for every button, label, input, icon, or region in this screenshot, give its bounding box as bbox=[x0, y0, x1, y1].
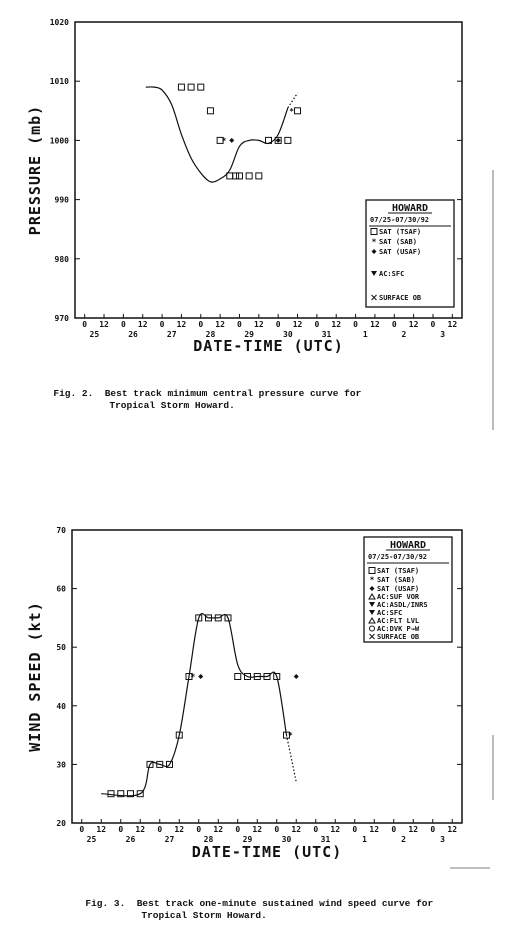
x-hour-label: 12 bbox=[213, 825, 224, 834]
legend-dates: 07/25-07/30/92 bbox=[368, 553, 428, 561]
legend-title: HOWARD bbox=[389, 540, 427, 551]
x-hour-label: 12 bbox=[252, 825, 263, 834]
point-diamond bbox=[198, 674, 203, 679]
figure-2-caption-line-1: Best track minimum central pressure curve for bbox=[104, 388, 362, 399]
legend-entry: SAT (USAF) bbox=[377, 585, 420, 593]
chart-2 bbox=[26, 526, 462, 861]
point-diamond bbox=[294, 674, 299, 679]
legend-symbol-star: * bbox=[371, 237, 377, 247]
point-square bbox=[246, 173, 252, 179]
legend-entry: AC:SFC bbox=[377, 609, 403, 617]
x-hour-label: 0 bbox=[275, 320, 281, 329]
y-axis-label: WIND SPEED (kt) bbox=[26, 601, 44, 752]
x-hour-label: 12 bbox=[447, 320, 458, 329]
legend-entry: SAT (USAF) bbox=[379, 248, 422, 256]
y-tick-label: 1010 bbox=[49, 77, 69, 87]
figure-2-caption-line-2: Tropical Storm Howard. bbox=[109, 400, 235, 411]
legend-entry: SAT (TSAF) bbox=[379, 228, 422, 236]
y-tick-label: 990 bbox=[54, 195, 69, 205]
y-tick-label: 70 bbox=[56, 526, 66, 535]
x-hour-label: 0 bbox=[391, 320, 397, 329]
legend-symbol-star: * bbox=[369, 575, 375, 585]
x-hour-label: 12 bbox=[96, 825, 107, 834]
x-hour-label: 0 bbox=[120, 320, 126, 329]
x-hour-label: 0 bbox=[313, 825, 319, 834]
x-hour-label: 0 bbox=[391, 825, 397, 834]
legend bbox=[364, 537, 452, 642]
x-hour-label: 12 bbox=[408, 825, 419, 834]
x-day-label: 3 bbox=[440, 835, 445, 844]
point-square bbox=[188, 84, 194, 90]
x-day-label: 29 bbox=[242, 835, 253, 844]
y-tick-label: 1000 bbox=[49, 136, 69, 146]
x-axis-label: DATE-TIME (UTC) bbox=[193, 337, 344, 355]
figure-2-caption-cont bbox=[98, 388, 235, 412]
point-square bbox=[108, 791, 114, 797]
x-hour-label: 12 bbox=[137, 320, 148, 329]
x-day-label: 31 bbox=[320, 835, 331, 844]
x-hour-label: 0 bbox=[314, 320, 320, 329]
legend-entry: AC:DVK P→W bbox=[377, 625, 420, 633]
y-tick-label: 970 bbox=[54, 314, 69, 323]
x-hour-label: 12 bbox=[292, 320, 303, 329]
x-hour-label: 0 bbox=[430, 825, 436, 834]
x-hour-label: 12 bbox=[331, 320, 342, 329]
point-square bbox=[227, 173, 233, 179]
x-day-label: 26 bbox=[125, 835, 136, 844]
x-day-label: 25 bbox=[89, 330, 100, 339]
legend-entry: AC:SUF VOR bbox=[377, 593, 420, 601]
point-square bbox=[178, 84, 184, 90]
point-square bbox=[256, 173, 262, 179]
x-hour-label: 12 bbox=[135, 825, 146, 834]
point-square bbox=[198, 84, 204, 90]
figure-3-caption-cont bbox=[130, 898, 267, 922]
x-hour-label: 12 bbox=[99, 320, 109, 329]
y-tick-label: 50 bbox=[56, 643, 66, 653]
x-day-label: 31 bbox=[321, 330, 332, 339]
legend-title: HOWARD bbox=[391, 203, 429, 214]
y-tick-label: 1020 bbox=[49, 18, 69, 27]
y-axis-label: PRESSURE (mb) bbox=[26, 104, 44, 236]
chart-1 bbox=[26, 18, 462, 355]
y-tick-label: 60 bbox=[56, 584, 66, 594]
legend-entry: SURFACE OB bbox=[379, 294, 422, 302]
legend-entry: SAT (TSAF) bbox=[377, 567, 420, 575]
x-day-label: 3 bbox=[440, 330, 446, 339]
best-track-line-extrapolated bbox=[288, 93, 298, 108]
figure-3-caption-line-2: Tropical Storm Howard. bbox=[141, 910, 267, 921]
point-star: * bbox=[287, 731, 293, 741]
y-tick-label: 40 bbox=[56, 701, 66, 711]
x-day-label: 1 bbox=[362, 835, 367, 844]
x-hour-label: 0 bbox=[159, 320, 165, 329]
legend-entry: AC:FLT LVL bbox=[377, 617, 420, 625]
legend-entry: AC:SFC bbox=[379, 270, 405, 278]
x-hour-label: 0 bbox=[157, 825, 163, 834]
x-hour-label: 0 bbox=[82, 320, 88, 329]
x-day-label: 30 bbox=[283, 330, 293, 339]
best-track-line-extrapolated bbox=[287, 735, 297, 782]
legend-entry: SAT (SAB) bbox=[377, 576, 415, 584]
x-day-label: 2 bbox=[401, 330, 407, 339]
x-hour-label: 12 bbox=[447, 825, 458, 834]
x-hour-label: 0 bbox=[118, 825, 124, 834]
legend-entry: SAT (SAB) bbox=[379, 238, 417, 246]
x-day-label: 1 bbox=[362, 330, 368, 339]
figure-3-number: Fig. 3. bbox=[85, 898, 126, 909]
x-hour-label: 12 bbox=[408, 320, 419, 329]
x-day-label: 27 bbox=[164, 835, 175, 844]
point-square bbox=[295, 108, 301, 114]
point-star: * bbox=[190, 672, 196, 682]
x-day-label: 25 bbox=[86, 835, 97, 844]
x-day-label: 27 bbox=[166, 330, 177, 339]
point-star: * bbox=[221, 136, 227, 146]
point-diamond bbox=[276, 138, 281, 143]
point-square bbox=[235, 674, 241, 680]
point-square bbox=[233, 173, 239, 179]
point-square bbox=[207, 108, 213, 114]
y-tick-label: 30 bbox=[56, 760, 66, 770]
x-axis-label: DATE-TIME (UTC) bbox=[191, 843, 343, 861]
x-hour-label: 0 bbox=[235, 825, 241, 834]
y-tick-label: 980 bbox=[54, 254, 69, 264]
x-hour-label: 0 bbox=[79, 825, 85, 834]
legend-dates: 07/25-07/30/92 bbox=[370, 216, 430, 224]
x-day-label: 26 bbox=[128, 330, 138, 339]
x-hour-label: 12 bbox=[330, 825, 341, 834]
x-hour-label: 12 bbox=[215, 320, 225, 329]
x-hour-label: 12 bbox=[174, 825, 185, 834]
x-hour-label: 0 bbox=[352, 825, 358, 834]
x-hour-label: 12 bbox=[369, 825, 380, 834]
legend-entry: AC:ASDL/INRS bbox=[377, 601, 428, 609]
legend bbox=[366, 200, 454, 307]
x-day-label: 28 bbox=[205, 330, 216, 339]
x-hour-label: 0 bbox=[237, 320, 242, 329]
x-hour-label: 12 bbox=[291, 825, 302, 834]
x-hour-label: 12 bbox=[370, 320, 380, 329]
x-day-label: 30 bbox=[281, 835, 292, 844]
x-hour-label: 0 bbox=[196, 825, 202, 834]
x-hour-label: 0 bbox=[274, 825, 280, 834]
x-hour-label: 12 bbox=[254, 320, 264, 329]
best-track-line bbox=[146, 87, 288, 182]
x-day-label: 2 bbox=[401, 835, 406, 844]
point-square bbox=[236, 173, 242, 179]
x-day-label: 28 bbox=[203, 835, 214, 844]
figure-3-caption-line-1: Best track one-minute sustained wind speed curve for bbox=[136, 898, 434, 909]
x-hour-label: 0 bbox=[430, 320, 436, 329]
best-track-line bbox=[101, 614, 286, 796]
point-diamond bbox=[229, 138, 234, 143]
x-day-label: 29 bbox=[244, 330, 254, 339]
legend-entry: SURFACE OB bbox=[377, 633, 420, 641]
y-tick-label: 20 bbox=[56, 819, 66, 828]
point-star: * bbox=[289, 106, 295, 116]
x-hour-label: 12 bbox=[176, 320, 187, 329]
point-square bbox=[285, 137, 291, 143]
figure-2-number: Fig. 2. bbox=[53, 388, 94, 399]
x-hour-label: 0 bbox=[353, 320, 358, 329]
x-hour-label: 0 bbox=[198, 320, 204, 329]
